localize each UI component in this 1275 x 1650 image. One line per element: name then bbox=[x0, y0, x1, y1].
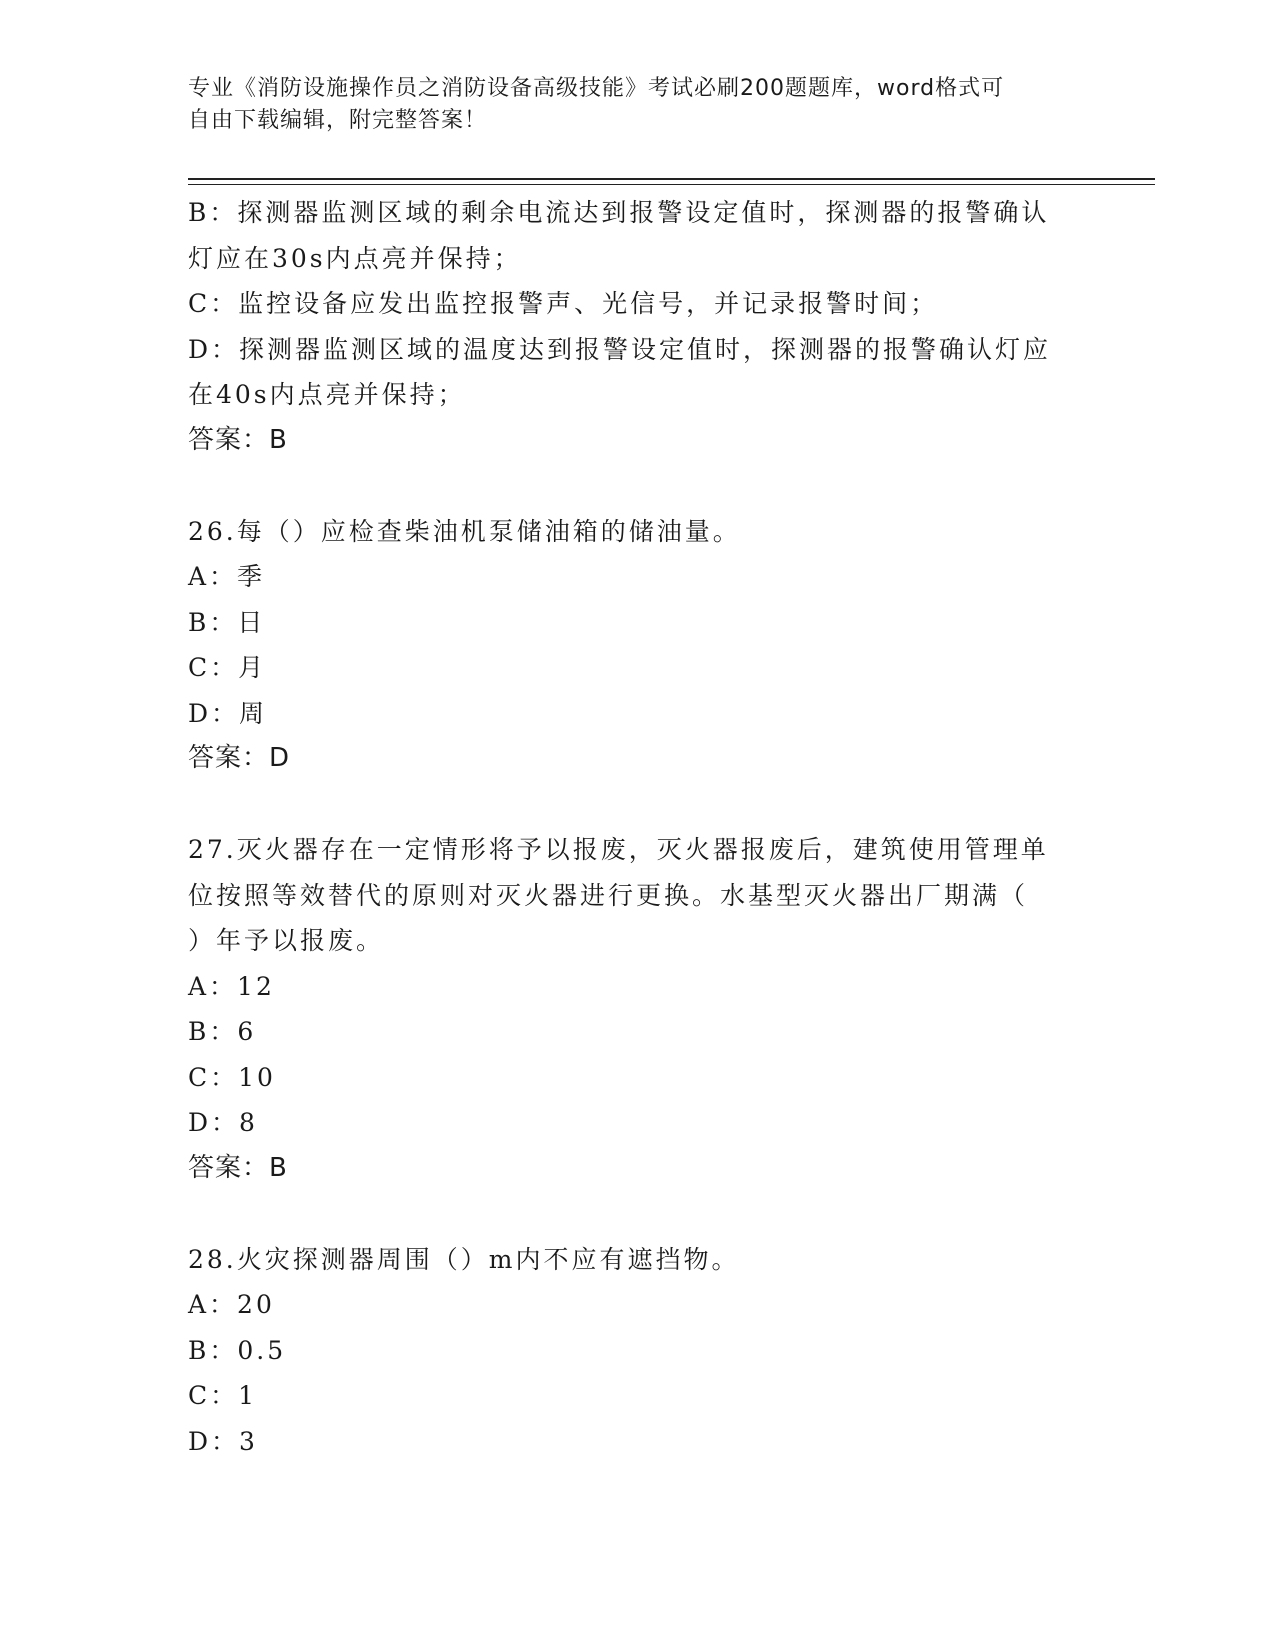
option-d: D：8 bbox=[188, 1108, 258, 1137]
option-c: C：1 bbox=[188, 1381, 258, 1410]
question-26 bbox=[188, 509, 1088, 782]
option-b: B：6 bbox=[188, 1017, 257, 1046]
option-a: A：季 bbox=[188, 562, 266, 591]
option-d-line-1: D：探测器监测区域的温度达到报警设定值时，探测器的报警确认灯应 bbox=[188, 334, 1052, 364]
spacer bbox=[188, 1191, 1088, 1237]
question-list bbox=[188, 190, 1088, 1464]
answer: 答案：B bbox=[188, 1152, 288, 1183]
option-c: C：10 bbox=[188, 1062, 276, 1092]
question-25 bbox=[188, 190, 1088, 463]
question-27 bbox=[188, 827, 1088, 1191]
document-header bbox=[188, 73, 1088, 137]
option-b-line-1: B：探测器监测区域的剩余电流达到报警设定值时，探测器的报警确认 bbox=[188, 198, 1050, 227]
option-c: C：监控设备应发出监控报警声、光信号，并记录报警时间； bbox=[188, 289, 939, 318]
question-stem: 28.火灾探测器周围（）m内不应有遮挡物。 bbox=[188, 1244, 740, 1274]
question-stem-line-3: ）年予以报废。 bbox=[188, 926, 385, 955]
option-c: C：月 bbox=[188, 653, 267, 682]
option-a: A：12 bbox=[188, 971, 275, 1001]
spacer bbox=[188, 782, 1088, 828]
answer: 答案：B bbox=[188, 424, 288, 455]
header-title-line-1: 专业《消防设施操作员之消防设备高级技能》考试必刷200题题库，word格式可 bbox=[188, 76, 1005, 101]
answer: 答案：D bbox=[188, 743, 291, 773]
option-b: B：日 bbox=[188, 607, 266, 637]
header-divider-thin bbox=[188, 184, 1155, 185]
question-stem: 26.每（）应检查柴油机泵储油箱的储油量。 bbox=[188, 516, 741, 546]
option-b: B：0.5 bbox=[188, 1335, 287, 1365]
spacer bbox=[188, 463, 1088, 509]
option-d: D：3 bbox=[188, 1426, 258, 1456]
option-d: D：周 bbox=[188, 698, 268, 728]
header-divider-thick bbox=[188, 178, 1155, 180]
header-title-line-2: 自由下载编辑，附完整答案！ bbox=[188, 108, 488, 133]
question-stem-line-2: 位按照等效替代的原则对灭火器进行更换。水基型灭火器出厂期满（ bbox=[188, 880, 1029, 910]
option-d-line-2: 在40s内点亮并保持； bbox=[188, 380, 466, 409]
option-a: A：20 bbox=[188, 1290, 275, 1319]
question-28 bbox=[188, 1237, 1088, 1465]
question-stem-line-1: 27.灭火器存在一定情形将予以报废，灭火器报废后，建筑使用管理单 bbox=[188, 835, 1049, 864]
option-b-line-2: 灯应在30s内点亮并保持； bbox=[188, 243, 522, 273]
